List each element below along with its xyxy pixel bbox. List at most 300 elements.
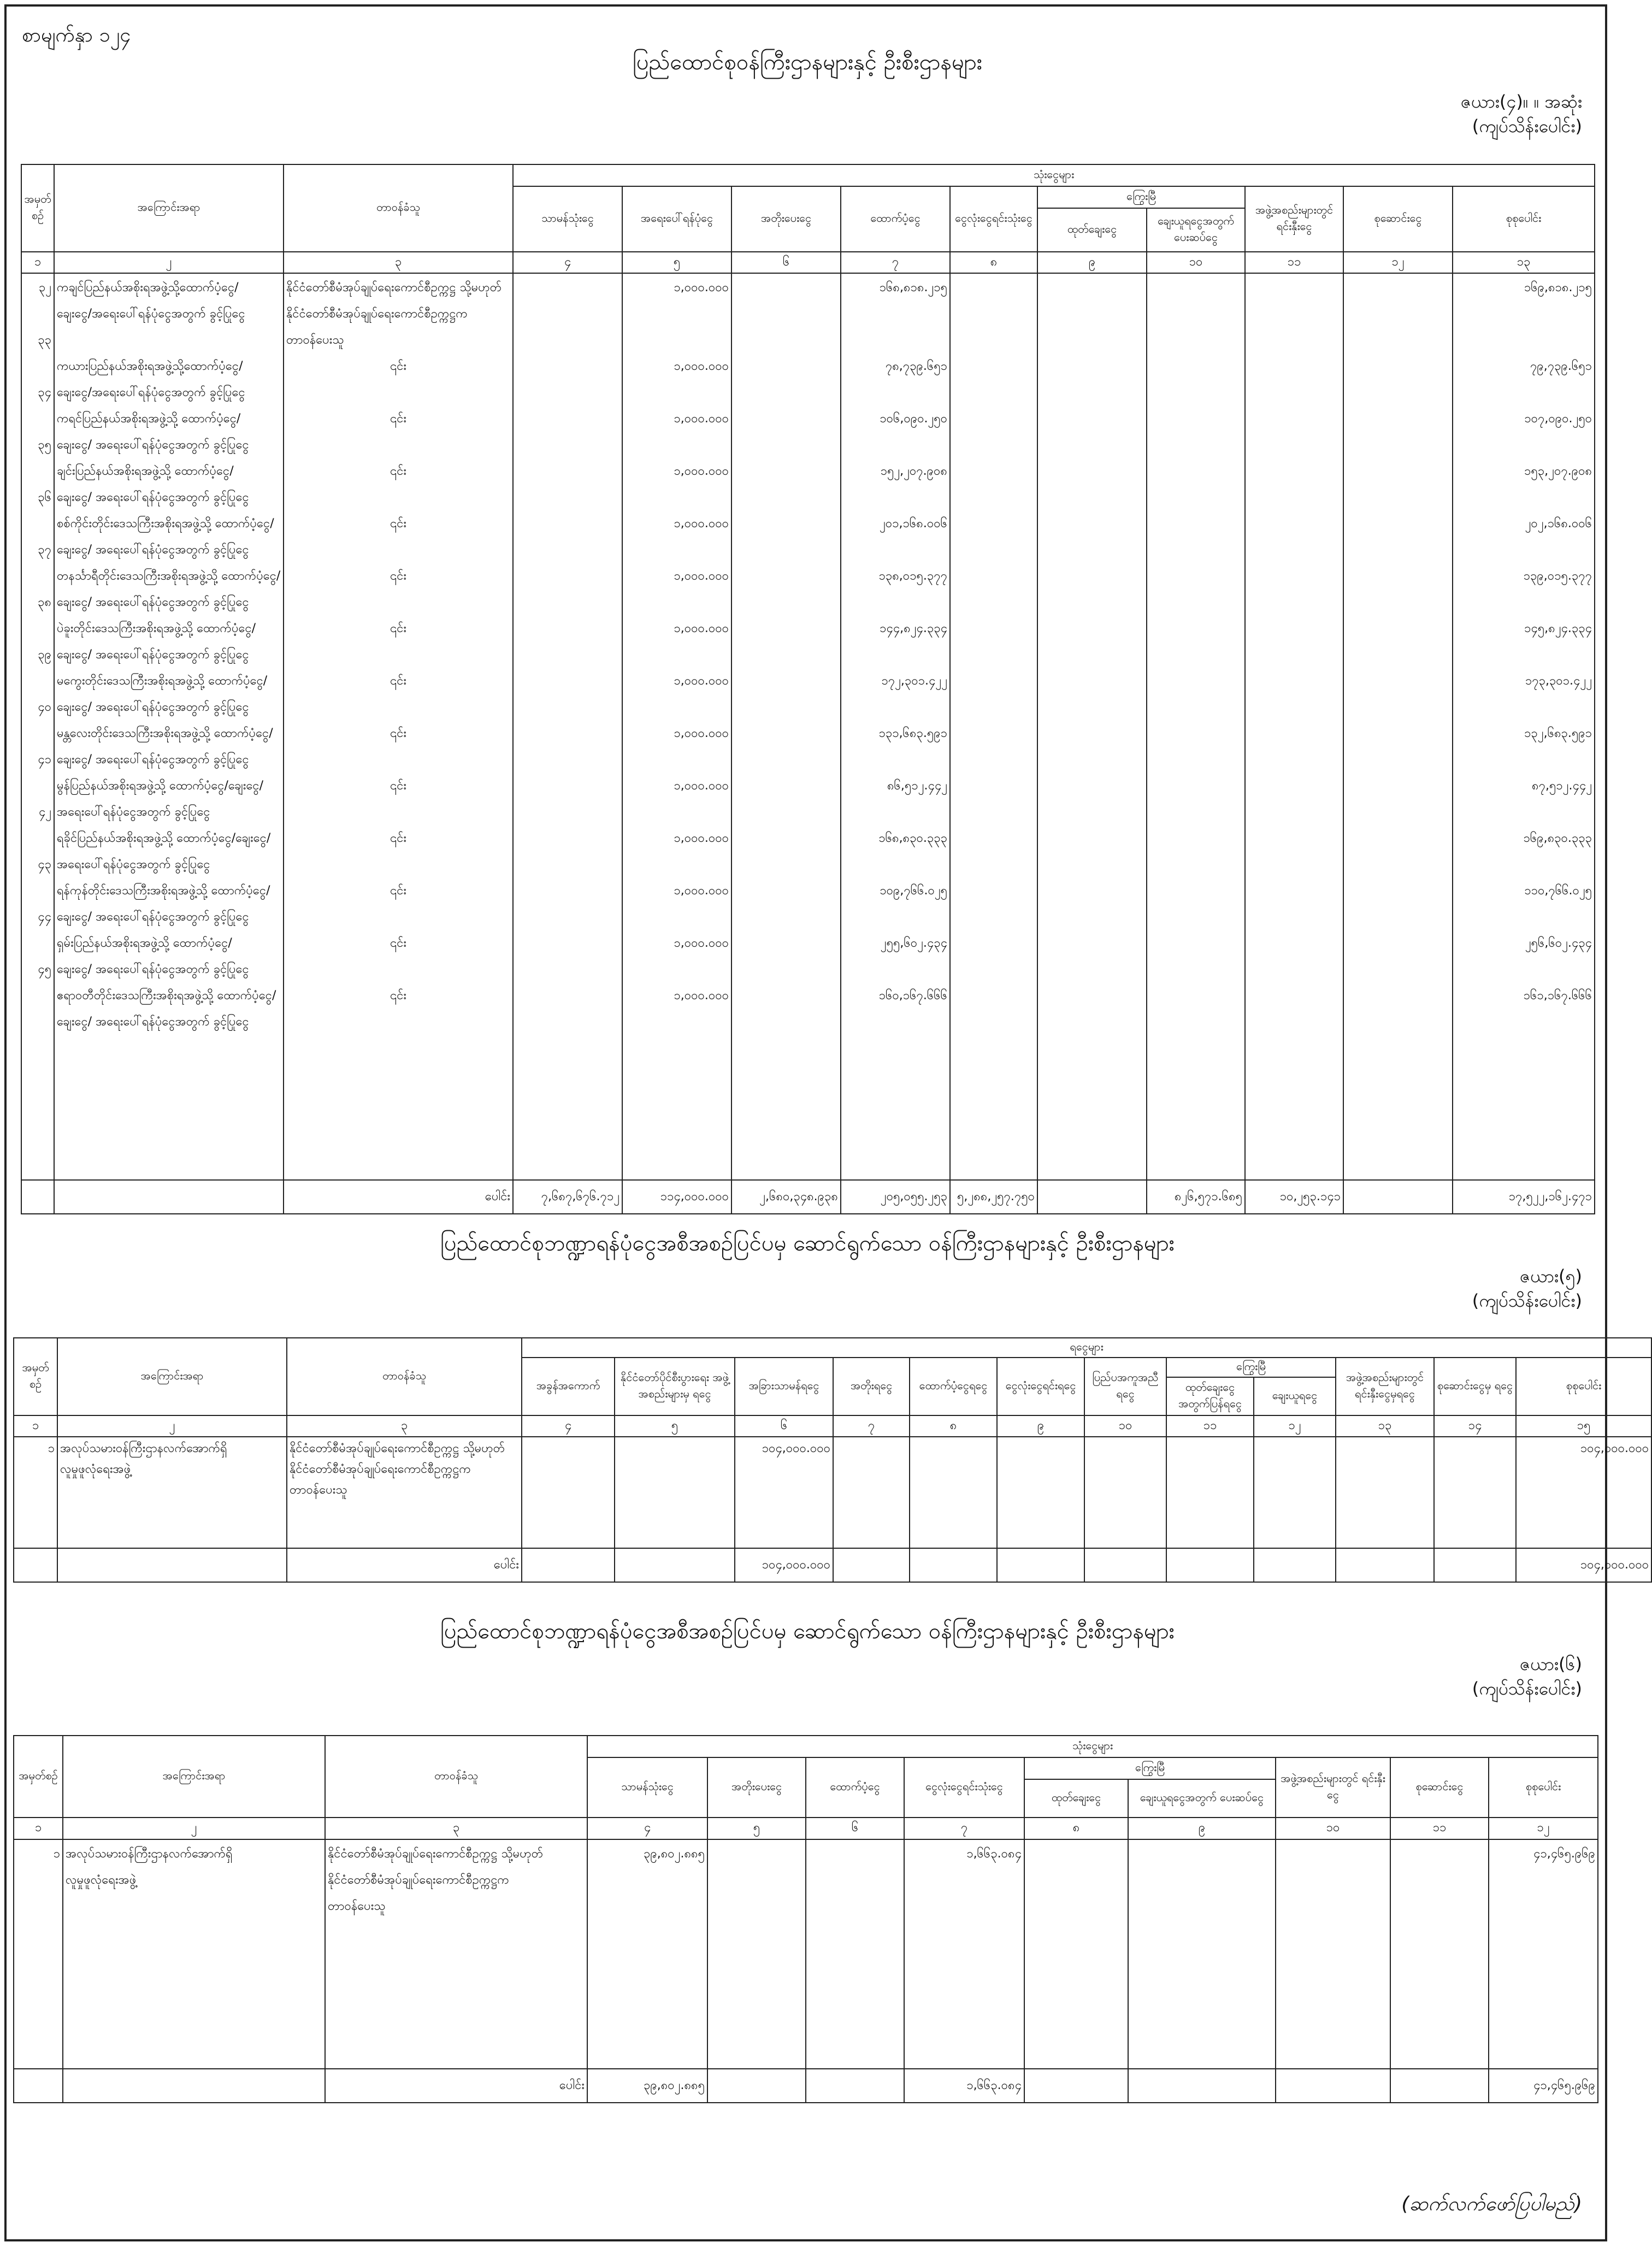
cell-value (734, 353, 838, 380)
row-item (57, 275, 281, 353)
responsible-text: ၎င်း (390, 884, 406, 898)
responsible-column (287, 1437, 522, 1548)
value-block (1455, 511, 1592, 563)
column-number: ၁၃ (1453, 252, 1595, 273)
value-block (1248, 773, 1341, 825)
value-block (1149, 616, 1242, 668)
cell-value (1149, 668, 1242, 694)
responsible-text: တာဝန်ပေးသူ (286, 333, 344, 347)
value-block (843, 353, 947, 406)
value-block (1040, 983, 1144, 1035)
row-item (57, 930, 281, 983)
value-block (734, 406, 838, 458)
total-value: ၁၀၄,၀၀၀.၀၀၀ (735, 1548, 833, 1582)
column-number: ၉ (997, 1415, 1084, 1437)
item-text: ကချင်ပြည်နယ်အစိုးရအဖွဲ့သို့ထောက်ပံ့ငွေ/ (57, 281, 239, 294)
total-value (1128, 2069, 1276, 2103)
value-block (1248, 983, 1341, 1035)
cell-value: ၁,၀၀၀.၀၀၀ (674, 359, 729, 373)
column-number: ၆ (735, 1415, 833, 1437)
value-block (625, 930, 729, 983)
cell-value (1248, 511, 1341, 537)
value-block (625, 563, 729, 616)
value-block (1149, 668, 1242, 721)
cell-value (516, 511, 620, 537)
value-block (843, 616, 947, 668)
cell-value (734, 275, 838, 301)
value-block (734, 721, 838, 773)
total-spacer (14, 2069, 63, 2103)
value-column (735, 1437, 833, 1548)
header-col: ထုတ်ချေးငွေ အတွက်ပြန်ရငွေ (1166, 1377, 1254, 1415)
value-block (1149, 825, 1242, 878)
column-number: ၁ (14, 1415, 57, 1437)
value-block (1455, 406, 1592, 458)
value-block (516, 406, 620, 458)
value-block (1455, 616, 1592, 668)
value-block (516, 511, 620, 563)
value-block (1040, 721, 1144, 773)
value-block (1256, 1438, 1333, 1480)
total-value (833, 1548, 910, 1582)
total-value (1254, 1548, 1336, 1582)
total-value: ၃၉,၈၀၂.၈၈၅ (587, 2069, 707, 2103)
row-number-block (16, 1438, 55, 1480)
cell-value (953, 825, 1035, 852)
cell-value (1040, 721, 1144, 747)
section-3-title: ပြည်ထောင်စုဘဏ္ဍာရန်ပုံငွေအစီအစဉ်ပြင်ပမှ ဆောင်ရွက်သော ဝန်ကြီးဌာနများနှင့် ဦးစီးဌာနများ (440, 1619, 1175, 1644)
item-text: အလုပ်သမားဝန်ကြီးဌာနလက်အောက်ရှိ (60, 1442, 227, 1455)
header-loan-group: ကြွေးမြီ (1024, 1757, 1276, 1779)
cell-value: ၁၅၃,၂၀၇.၉၀၈ (1524, 464, 1592, 478)
item-text: ချေးငွေ/ အရေးပေါ်ရန်ပုံငွေအတွက် ခွင့်ပြုငွေ (57, 438, 249, 452)
row-number: ၃၈ (38, 595, 51, 609)
value-block (953, 458, 1035, 511)
cell-value: ၈၇,၅၁၂.၄၄၂ (1532, 779, 1592, 793)
item-text: စစ်ကိုင်းတိုင်းဒေသကြီးအစိုးရအဖွဲ့သို့ ထောက်ပံ့ငွေ/ (57, 517, 274, 530)
value-block (1040, 458, 1144, 511)
row-number: ၁ (48, 1442, 55, 1455)
value-block (516, 983, 620, 1035)
cell-value (516, 406, 620, 432)
cell-value: ၁,၀၀၀.၀၀၀ (674, 674, 729, 688)
cell-value (516, 275, 620, 301)
cell-value: ၇၉,၇၃၉.၆၅၁ (1530, 359, 1592, 373)
value-block (1346, 773, 1450, 825)
cell-value: ၈၆,၅၁၂.၄၄၂ (887, 779, 947, 793)
value-column (1166, 1437, 1254, 1548)
total-value: ၇,၆၈၇,၆၇၆.၇၁၂ (513, 1180, 622, 1214)
cell-value: ၁,၀၀၀.၀၀၀ (674, 412, 729, 426)
value-block (1040, 668, 1144, 721)
cell-value: ၁,၀၀၀.၀၀၀ (674, 989, 729, 1002)
cell-value (953, 878, 1035, 904)
cell-value (516, 563, 620, 589)
header-col: စုဆောင်းငွေ (1390, 1757, 1489, 1818)
value-block (625, 983, 729, 1035)
responsible-text: နိုင်ငံတော်စီမံအုပ်ချုပ်ရေးကောင်စီဥက္ကဋ္ဌက (290, 1462, 471, 1476)
total-value: ၂,၆၈၀,၃၄၈.၉၃၈ (731, 1180, 841, 1214)
total-label: ပေါင်း (287, 1548, 522, 1582)
total-value (1276, 2069, 1390, 2103)
row-item (57, 616, 281, 668)
value-block (516, 563, 620, 616)
cell-value (516, 930, 620, 957)
column-number: ၇ (833, 1415, 910, 1437)
section-3-schedule: ဇယား(၆) (1519, 1654, 1582, 1674)
value-block (516, 930, 620, 983)
item-text: ချေးငွေ/ အရေးပေါ်ရန်ပုံငွေအတွက် ခွင့်ပြုငွေ (57, 963, 249, 976)
total-value (522, 1548, 615, 1582)
value-block (1248, 668, 1341, 721)
value-column (833, 1437, 910, 1548)
value-block (1346, 721, 1450, 773)
cell-value: ၁၃၉,၀၁၅.၃၇၇ (1523, 569, 1592, 583)
value-block (1149, 983, 1242, 1035)
value-block (1455, 458, 1592, 511)
value-block (625, 773, 729, 825)
value-block (1040, 511, 1144, 563)
header-col: သာမန်သုံးငွေ (513, 186, 622, 252)
row-number-block (24, 327, 51, 380)
column-number: ၄ (587, 1818, 707, 1839)
value-block (1040, 616, 1144, 668)
row-responsible (286, 930, 510, 983)
value-column (1024, 1839, 1128, 2069)
value-column (622, 273, 731, 1180)
header-col: ချေးယူရငွေ (1254, 1377, 1336, 1415)
value-column (910, 1437, 997, 1548)
header-item: အကြောင်းအရာ (57, 1338, 287, 1415)
value-block (516, 825, 620, 878)
responsible-text: နိုင်ငံတော်စီမံအုပ်ချုပ်ရေးကောင်စီဥက္ကဋ္ဌက (286, 307, 468, 321)
item-text: ချေးငွေ/ အရေးပေါ်ရန်ပုံငွေအတွက် ခွင့်ပြုငွေ (57, 491, 249, 504)
value-block (734, 616, 838, 668)
value-block (1248, 406, 1341, 458)
cell-value (1248, 825, 1341, 852)
row-number-block (24, 589, 51, 642)
item-text: ချေးငွေ/ အရေးပေါ်ရန်ပုံငွေအတွက် ခွင့်ပြုငွေ (57, 595, 249, 609)
cell-value (1027, 1841, 1125, 1867)
column-number: ၂ (63, 1818, 325, 1839)
header-col: အတိုးပေးငွေ (731, 186, 841, 252)
responsible-text: ၎င်း (390, 412, 406, 426)
value-block (1149, 406, 1242, 458)
value-block (1169, 1438, 1251, 1480)
header-group: သုံးငွေများ (513, 164, 1595, 186)
item-text: အလုပ်သမားဝန်ကြီးဌာနလက်အောက်ရှိ (66, 1847, 233, 1861)
value-column (707, 1839, 806, 2069)
cell-value: ၂၀၁,၁၆၈.၀၀၆ (880, 517, 947, 530)
cell-value: ၃၉,၈၀၂.၈၈၅ (644, 1847, 705, 1861)
total-value (910, 1548, 997, 1582)
header-col: အရေးပေါ်ရန်ပုံငွေ (622, 186, 731, 252)
column-number: ၇ (904, 1818, 1024, 1839)
row-responsible (286, 275, 510, 353)
value-block (1455, 275, 1592, 353)
value-block (1040, 930, 1144, 983)
row-responsible (328, 1841, 585, 1920)
column-number: ၁၃ (1336, 1415, 1434, 1437)
row-number: ၃၂ (38, 281, 51, 294)
value-block (1040, 353, 1144, 406)
cell-value: ၂၀၂,၁၆၈.၀၀၆ (1525, 517, 1592, 530)
total-value: ၁၀၄,၀၀၀.၀၀၀ (1516, 1548, 1651, 1582)
cell-value: ၁၀၄,၀၀၀.၀၀၀ (762, 1442, 830, 1455)
header-no: အမှတ်စဉ် (14, 1338, 57, 1415)
header-col: အခြားသာမန်ရငွေ (735, 1358, 833, 1415)
cell-value (953, 721, 1035, 747)
responsible-text: ၎င်း (390, 569, 406, 583)
cell-value (953, 275, 1035, 301)
cell-value (734, 930, 838, 957)
cell-value (1040, 878, 1144, 904)
row-number: ၃၇ (38, 543, 51, 557)
row-number: ၄၀ (38, 700, 51, 714)
cell-value (1248, 721, 1341, 747)
value-block (1149, 353, 1242, 406)
row-item (57, 773, 281, 825)
value-column (1254, 1437, 1336, 1548)
cell-value (1346, 721, 1450, 747)
column-number: ၉ (1128, 1818, 1276, 1839)
cell-value (734, 773, 838, 799)
value-block (1346, 275, 1450, 353)
row-item (57, 353, 281, 406)
header-responsible: တာဝန်ခံသူ (325, 1736, 587, 1818)
value-block (953, 930, 1035, 983)
header-col: အဖွဲ့အစည်းများတွင် ရင်းနှီးငွေမှရငွေ (1336, 1358, 1434, 1415)
value-block (516, 721, 620, 773)
value-column (1276, 1839, 1390, 2069)
value-column (1434, 1437, 1516, 1548)
header-col: အတိုးပေးငွေ (707, 1757, 806, 1818)
cell-value: ၁,၀၀၀.၀၀၀ (674, 569, 729, 583)
value-column (731, 273, 841, 1180)
cell-value: ၁၀၇,၀၉၀.၂၅၀ (1524, 412, 1592, 426)
cell-value (1040, 563, 1144, 589)
total-spacer (54, 1180, 284, 1214)
row-item (57, 878, 281, 930)
header-loan-group: ကြွေးမြီ (1166, 1358, 1336, 1377)
column-number: ၁၁ (1390, 1818, 1489, 1839)
column-number: ၁၁ (1245, 252, 1343, 273)
cell-value (1040, 406, 1144, 432)
cell-value (1149, 406, 1242, 432)
value-block (843, 930, 947, 983)
value-block (1278, 1841, 1388, 1920)
row-number-block (24, 275, 51, 327)
column-number: ၃ (325, 1818, 587, 1839)
value-block (1346, 878, 1450, 930)
column-number: ၉ (1037, 252, 1147, 273)
cell-value (1040, 668, 1144, 694)
section-2-unit: (ကျပ်သိန်းပေါင်း) (1472, 1290, 1582, 1311)
responsible-text: ၎င်း (390, 359, 406, 373)
cell-value (1346, 275, 1450, 301)
responsible-text: တာဝန်ပေးသူ (290, 1483, 347, 1497)
column-number: ၁၁ (1166, 1415, 1254, 1437)
row-item (60, 1438, 284, 1501)
total-spacer (21, 1180, 54, 1214)
value-block (1455, 878, 1592, 930)
cell-value (516, 616, 620, 642)
section-1-title: ပြည်ထောင်စုဝန်ကြီးဌာနများနှင့် ဦးစီးဌာနများ (633, 50, 982, 75)
header-col: နိုင်ငံတော်ပိုင်စီးပွားရေး အဖွဲ့အစည်းများမှ ရငွေ (615, 1358, 735, 1415)
value-block (836, 1438, 907, 1480)
value-block (1455, 721, 1592, 773)
total-value (707, 2069, 806, 2103)
responsible-text: နိုင်ငံတော်စီမံအုပ်ချုပ်ရေးကောင်စီဥက္ကဋ္ဌ သို့မဟုတ် (286, 281, 502, 294)
column-number: ၅ (707, 1818, 806, 1839)
cell-value (1346, 773, 1450, 799)
value-block (843, 773, 947, 825)
cell-value (1149, 773, 1242, 799)
cell-value: ၁,၀၀၀.၀၀၀ (674, 727, 729, 740)
cell-value (1393, 1841, 1486, 1867)
cell-value (734, 616, 838, 642)
value-block (1248, 458, 1341, 511)
page-number: စာမျက်နှာ ၁၂၄ (22, 24, 131, 46)
total-value: ၅,၂၈၈,၂၅၇.၇၅၀ (950, 1180, 1037, 1214)
value-block (1248, 353, 1341, 406)
value-block (734, 275, 838, 353)
cell-value (710, 1841, 803, 1867)
cell-value (1346, 563, 1450, 589)
total-value (615, 1548, 735, 1582)
column-number: ၅ (622, 252, 731, 273)
cell-value (1040, 773, 1144, 799)
cell-value: ၁၇၃,၃၀၁.၄၂၂ (1525, 674, 1592, 688)
cell-value: ၁၃၈,၀၁၅.၃၇၇ (878, 569, 947, 583)
column-number: ၁၂ (1254, 1415, 1336, 1437)
value-block (1346, 983, 1450, 1035)
header-item: အကြောင်းအရာ (54, 164, 284, 252)
value-column (1336, 1437, 1434, 1548)
header-col: စုဆောင်းငွေ (1343, 186, 1453, 252)
value-block (1040, 275, 1144, 353)
value-block (1346, 825, 1450, 878)
value-block (1346, 668, 1450, 721)
row-number: ၄၃ (38, 858, 51, 871)
no-column (14, 1437, 57, 1548)
value-block (625, 406, 729, 458)
header-item: အကြောင်းအရာ (63, 1736, 325, 1818)
table-schedule-5 (13, 1337, 1652, 1583)
cell-value (516, 458, 620, 485)
value-block (710, 1841, 803, 1920)
item-text: ပဲခူးတိုင်းဒေသကြီးအစိုးရအဖွဲ့သို့ ထောက်ပံ့ငွေ/ (57, 622, 256, 635)
cell-value (1248, 458, 1341, 485)
value-block (843, 825, 947, 878)
row-responsible (286, 458, 510, 511)
cell-value (734, 458, 838, 485)
item-text: ချေးငွေ/ အရေးပေါ်ရန်ပုံငွေအတွက် ခွင့်ပြုငွေ (57, 700, 249, 714)
responsible-text: ၎င်း (390, 727, 406, 740)
cell-value: ၁၃၁,၆၈၃.၅၉၁ (878, 727, 947, 740)
cell-value (516, 721, 620, 747)
cell-value: ၁,၀၀၀.၀၀၀ (674, 517, 729, 530)
cell-value: ၁၄၄,၈၂၄.၃၃၄ (880, 622, 947, 635)
value-column (1453, 273, 1595, 1180)
header-col: ချေးယူရငွေအတွက် ပေးဆပ်ငွေ (1147, 208, 1245, 252)
cell-value (1346, 930, 1450, 957)
total-value (1084, 1548, 1166, 1582)
row-number: ၃၅ (38, 438, 51, 452)
header-col: အခွန်အကောက် (522, 1358, 615, 1415)
value-column (1343, 273, 1453, 1180)
item-text: ရခိုင်ပြည်နယ်အစိုးရအဖွဲ့သို့ ထောက်ပံ့ငွေ/ချေးငွေ/ (57, 831, 271, 845)
value-block (625, 511, 729, 563)
row-responsible (286, 616, 510, 668)
header-group: ရငွေများ (522, 1338, 1651, 1358)
cell-value (953, 616, 1035, 642)
column-number: ၆ (806, 1818, 904, 1839)
cell-value (734, 878, 838, 904)
cell-value (1149, 511, 1242, 537)
value-block (1248, 878, 1341, 930)
value-block (625, 616, 729, 668)
cell-value (734, 983, 838, 1009)
column-number: ၂ (57, 1415, 287, 1437)
cell-value (1040, 616, 1144, 642)
value-block (617, 1438, 732, 1480)
value-block (625, 668, 729, 721)
value-block (734, 563, 838, 616)
value-block (734, 511, 838, 563)
cell-value (1149, 878, 1242, 904)
cell-value (516, 825, 620, 852)
cell-value (516, 353, 620, 380)
value-block (1346, 458, 1450, 511)
header-col: အတိုးရငွေ (833, 1358, 910, 1415)
value-column (1489, 1839, 1598, 2069)
row-item (57, 825, 281, 878)
cell-value (734, 668, 838, 694)
cell-value (1278, 1841, 1388, 1867)
cell-value (953, 930, 1035, 957)
column-number: ၆ (731, 252, 841, 273)
cell-value (1248, 930, 1341, 957)
total-value: ၁,၆၆၃.၀၈၄ (904, 2069, 1024, 2103)
cell-value: ၁,၀၀၀.၀၀၀ (674, 464, 729, 478)
section-3-unit: (ကျပ်သိန်းပေါင်း) (1472, 1678, 1582, 1699)
cell-value: ၂၅၅,၆၀၂.၄၃၄ (880, 936, 947, 950)
value-block (734, 353, 838, 406)
row-item (57, 511, 281, 563)
cell-value (1248, 878, 1341, 904)
value-block (625, 353, 729, 406)
row-number-block (24, 852, 51, 904)
row-item (57, 406, 281, 458)
cell-value (1248, 563, 1341, 589)
row-number: ၃၄ (38, 386, 51, 399)
item-text: ချေးငွေ/အရေးပေါ်ရန်ပုံငွေအတွက် ခွင့်ပြုငွေ (57, 307, 245, 321)
value-block (953, 773, 1035, 825)
header-col: ငွေလုံးငွေရင်းရငွေ (997, 1358, 1084, 1415)
total-value: ၄၁,၄၆၅.၉၆၉ (1489, 2069, 1598, 2103)
value-block (1149, 721, 1242, 773)
value-block (1248, 511, 1341, 563)
row-responsible (286, 406, 510, 458)
value-block (734, 773, 838, 825)
item-column (57, 1437, 287, 1548)
item-text: အရေးပေါ်ရန်ပုံငွေအတွက် ခွင့်ပြုငွေ (57, 858, 210, 871)
value-block (953, 616, 1035, 668)
row-responsible (286, 773, 510, 825)
value-block (1040, 406, 1144, 458)
value-block (843, 275, 947, 353)
